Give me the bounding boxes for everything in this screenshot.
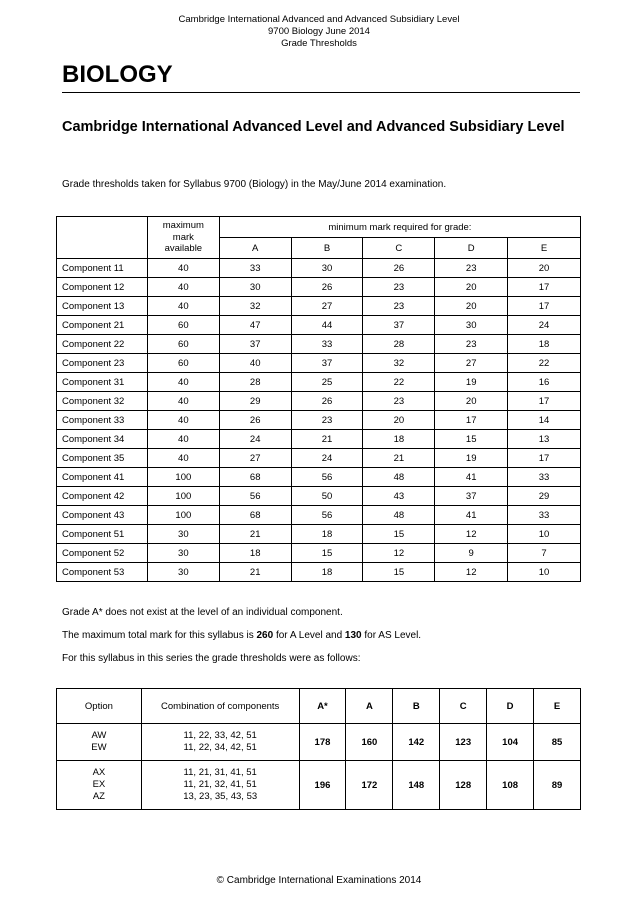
max-mark: 100 [147,506,219,525]
empty-header-cell [57,217,148,259]
grade-E-threshold: 17 [508,297,581,316]
grade-B-threshold: 26 [291,392,363,411]
max-total-note [62,629,582,642]
grade-E-threshold: 16 [508,373,581,392]
max-mark: 40 [147,278,219,297]
series-note: For this syllabus in this series the grade thresholds were as follows: [62,653,361,664]
grade-D-threshold: 20 [435,278,508,297]
table-row [57,354,581,373]
grade-A-threshold: 26 [219,411,291,430]
component-name: Component 31 [57,373,148,392]
grade-B-threshold: 24 [291,449,363,468]
grade-A-threshold: 30 [219,278,291,297]
grade-E-threshold: 24 [508,316,581,335]
header-line-3: Grade Thresholds [281,38,357,49]
grade-A-threshold: 68 [219,468,291,487]
option-code: AX [92,767,106,778]
grade-D-threshold: 19 [435,449,508,468]
component-name: Component 32 [57,392,148,411]
header-line-1: Cambridge International Advanced and Advanced Subsidiary Level [178,14,460,25]
table-row [57,316,581,335]
grade-D-threshold: 23 [435,259,508,278]
component-combinations [141,724,299,761]
table-row [57,525,581,544]
option-grade-C-threshold: 128 [440,761,487,810]
grade-A-threshold: 68 [219,506,291,525]
grade-C-threshold: 20 [363,411,435,430]
grade-D-threshold: 19 [435,373,508,392]
options-header-cell: A* [299,689,346,724]
grade-C-threshold: 23 [363,392,435,411]
grade-B-threshold: 44 [291,316,363,335]
max-mark: 40 [147,392,219,411]
grade-B-threshold: 30 [291,259,363,278]
options-header-cell: A [346,689,393,724]
notes [62,606,582,675]
grade-C-threshold: 18 [363,430,435,449]
max-mark: 30 [147,563,219,582]
grade-header: E [508,238,581,259]
grade-E-threshold: 14 [508,411,581,430]
options-header-cell: Combination of components [141,689,299,724]
as-level-total: 130 [344,630,362,641]
grade-D-threshold: 9 [435,544,508,563]
astar-note: Grade A* does not exist at the level of an individual component. [62,607,343,618]
table-row [57,449,581,468]
grade-D-threshold: 20 [435,297,508,316]
table-row [57,259,581,278]
grade-C-threshold: 23 [363,278,435,297]
option-codes [57,724,142,761]
grade-B-threshold: 50 [291,487,363,506]
max-mark: 40 [147,297,219,316]
option-thresholds-table [56,688,581,810]
grade-E-threshold: 20 [508,259,581,278]
min-mark-header: minimum mark required for grade: [219,217,580,238]
grade-B-threshold: 56 [291,468,363,487]
option-grade-B-threshold: 142 [393,724,440,761]
grade-A-threshold: 24 [219,430,291,449]
component-name: Component 43 [57,506,148,525]
max-mark: 60 [147,335,219,354]
grade-E-threshold: 10 [508,525,581,544]
grade-D-threshold: 17 [435,411,508,430]
grade-A-threshold: 18 [219,544,291,563]
grade-C-threshold: 15 [363,525,435,544]
component-name: Component 11 [57,259,148,278]
grade-C-threshold: 22 [363,373,435,392]
max-total-middle: for A Level and [273,630,345,641]
table-row [57,761,581,810]
component-name: Component 42 [57,487,148,506]
grade-header: C [363,238,435,259]
component-combination: 11, 21, 32, 41, 51 [183,779,257,790]
max-mark-header [147,217,219,259]
table-row [57,563,581,582]
grade-B-threshold: 18 [291,525,363,544]
grade-header: A [219,238,291,259]
grade-A-threshold: 56 [219,487,291,506]
page-header [0,14,638,50]
max-mark: 30 [147,544,219,563]
grade-A-threshold: 33 [219,259,291,278]
table-row [57,487,581,506]
qualification-title: Cambridge International Advanced Level and Advanced Subsidiary Level [62,119,565,135]
grade-D-threshold: 15 [435,430,508,449]
table-row [57,373,581,392]
options-header-cell: C [440,689,487,724]
grade-B-threshold: 21 [291,430,363,449]
options-header-cell: D [487,689,534,724]
option-grade-E-threshold: 85 [534,724,581,761]
max-header-line: available [164,243,203,255]
grade-A-threshold: 40 [219,354,291,373]
grade-D-threshold: 23 [435,335,508,354]
component-name: Component 51 [57,525,148,544]
grade-B-threshold: 25 [291,373,363,392]
grade-C-threshold: 43 [363,487,435,506]
table-row [57,335,581,354]
grade-C-threshold: 26 [363,259,435,278]
option-grade-D-threshold: 104 [487,724,534,761]
component-combination: 13, 23, 35, 43, 53 [183,791,258,802]
grade-E-threshold: 18 [508,335,581,354]
grade-C-threshold: 23 [363,297,435,316]
component-name: Component 23 [57,354,148,373]
grade-D-threshold: 37 [435,487,508,506]
max-mark: 60 [147,354,219,373]
grade-D-threshold: 20 [435,392,508,411]
options-header-cell: Option [57,689,142,724]
grade-A-threshold: 32 [219,297,291,316]
component-name: Component 13 [57,297,148,316]
max-mark: 30 [147,525,219,544]
grade-A-threshold: 21 [219,563,291,582]
component-name: Component 41 [57,468,148,487]
grade-header: D [435,238,508,259]
grade-C-threshold: 15 [363,563,435,582]
grade-D-threshold: 27 [435,354,508,373]
component-thresholds-table [56,216,581,582]
grade-A-threshold: 28 [219,373,291,392]
grade-C-threshold: 21 [363,449,435,468]
option-grade-C-threshold: 123 [440,724,487,761]
component-combination: 11, 22, 34, 42, 51 [183,742,257,753]
grade-E-threshold: 29 [508,487,581,506]
grade-B-threshold: 37 [291,354,363,373]
grade-header: B [291,238,363,259]
grade-D-threshold: 41 [435,468,508,487]
table-row [57,392,581,411]
grade-B-threshold: 23 [291,411,363,430]
grade-D-threshold: 30 [435,316,508,335]
max-mark: 40 [147,373,219,392]
max-header-line: mark [172,231,194,243]
option-code: AZ [92,791,105,802]
options-header-cell: E [534,689,581,724]
grade-A-threshold: 21 [219,525,291,544]
grade-C-threshold: 28 [363,335,435,354]
grade-A-threshold: 47 [219,316,291,335]
intro-text: Grade thresholds taken for Syllabus 9700 (Biology) in the May/June 2014 examination. [62,179,447,190]
table-row [57,411,581,430]
component-name: Component 21 [57,316,148,335]
component-name: Component 12 [57,278,148,297]
grade-E-threshold: 13 [508,430,581,449]
option-code: AW [91,730,107,741]
grade-C-threshold: 32 [363,354,435,373]
option-grade-Astar-threshold: 196 [299,761,346,810]
max-mark: 60 [147,316,219,335]
footer-copyright: © Cambridge International Examinations 2014 [216,875,422,886]
a-level-total: 260 [256,630,274,641]
subject-title: BIOLOGY [62,60,580,93]
table-row [57,724,581,761]
max-header-line: maximum [162,220,204,232]
grade-E-threshold: 33 [508,468,581,487]
grade-D-threshold: 41 [435,506,508,525]
table-row [57,544,581,563]
grade-B-threshold: 26 [291,278,363,297]
component-name: Component 33 [57,411,148,430]
component-name: Component 22 [57,335,148,354]
option-code: EW [91,742,107,753]
max-mark: 40 [147,259,219,278]
grade-C-threshold: 37 [363,316,435,335]
grade-E-threshold: 7 [508,544,581,563]
option-grade-E-threshold: 89 [534,761,581,810]
component-name: Component 35 [57,449,148,468]
option-grade-Astar-threshold: 178 [299,724,346,761]
component-combinations [141,761,299,810]
options-header-cell: B [393,689,440,724]
grade-B-threshold: 15 [291,544,363,563]
max-mark: 100 [147,487,219,506]
table-row [57,297,581,316]
grade-E-threshold: 17 [508,449,581,468]
component-combination: 11, 21, 31, 41, 51 [183,767,257,778]
max-mark: 40 [147,449,219,468]
max-total-prefix: The maximum total mark for this syllabus is [62,630,257,641]
grade-A-threshold: 27 [219,449,291,468]
component-name: Component 53 [57,563,148,582]
grade-D-threshold: 12 [435,563,508,582]
table-row [57,430,581,449]
grade-B-threshold: 18 [291,563,363,582]
option-code: EX [92,779,106,790]
max-mark: 100 [147,468,219,487]
option-grade-A-threshold: 172 [346,761,393,810]
grade-C-threshold: 48 [363,506,435,525]
grade-C-threshold: 48 [363,468,435,487]
grade-B-threshold: 56 [291,506,363,525]
option-grade-B-threshold: 148 [393,761,440,810]
table-row [57,506,581,525]
max-mark: 40 [147,430,219,449]
grade-A-threshold: 37 [219,335,291,354]
grade-B-threshold: 27 [291,297,363,316]
grade-E-threshold: 10 [508,563,581,582]
option-grade-D-threshold: 108 [487,761,534,810]
max-mark: 40 [147,411,219,430]
grade-B-threshold: 33 [291,335,363,354]
component-name: Component 52 [57,544,148,563]
grade-E-threshold: 33 [508,506,581,525]
grade-E-threshold: 17 [508,278,581,297]
table-row [57,468,581,487]
option-grade-A-threshold: 160 [346,724,393,761]
component-combination: 11, 22, 33, 42, 51 [183,730,257,741]
grade-A-threshold: 29 [219,392,291,411]
grade-C-threshold: 12 [363,544,435,563]
option-codes [57,761,142,810]
grade-E-threshold: 22 [508,354,581,373]
component-name: Component 34 [57,430,148,449]
grade-E-threshold: 17 [508,392,581,411]
table-row [57,278,581,297]
grade-D-threshold: 12 [435,525,508,544]
max-total-suffix: for AS Level. [361,630,422,641]
header-line-2: 9700 Biology June 2014 [268,26,370,37]
